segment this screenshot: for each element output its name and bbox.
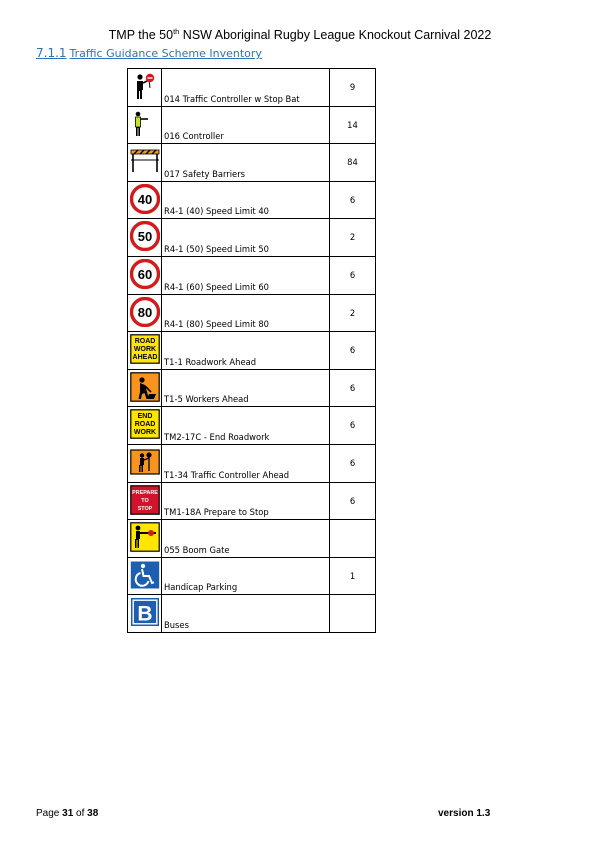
table-row: [128, 69, 376, 107]
description-cell: [162, 69, 330, 107]
page-total: 38: [87, 808, 99, 819]
item-label: TM1-18A Prepare to Stop: [164, 507, 269, 518]
sign-text: B: [137, 602, 153, 626]
page-number: [36, 808, 98, 819]
icon-cell: [128, 557, 162, 595]
description-cell: [162, 332, 330, 370]
title-pre: TMP the 50: [108, 28, 174, 42]
sign-text: 60: [137, 266, 153, 282]
section-number: 7.1.1: [36, 46, 67, 60]
traffic-controller-ahead-sign-icon: [130, 447, 160, 477]
table-row: [128, 520, 376, 558]
section-heading[interactable]: [36, 46, 262, 60]
sign-text-line: PREPARE: [132, 489, 158, 496]
icon-cell: [128, 520, 162, 558]
sign-text-line: TO: [141, 497, 149, 504]
traffic-controller-stop-bat-icon: [130, 71, 160, 101]
speed-limit-40-icon: [130, 184, 160, 214]
description-cell: [162, 219, 330, 257]
speed-limit-50-icon: [130, 221, 160, 251]
boom-gate-icon: [130, 522, 160, 552]
quantity-cell: 2: [330, 294, 376, 332]
sign-text: 40: [137, 191, 153, 207]
item-label: R4-1 (80) Speed Limit 80: [164, 319, 270, 330]
title-post: NSW Aboriginal Rugby League Knockout Carnival 2022: [179, 28, 492, 42]
page-word: Page: [36, 808, 60, 819]
quantity-cell: 9: [330, 69, 376, 107]
sign-text-line: STOP: [137, 505, 153, 512]
roadwork-ahead-sign-icon: [130, 334, 160, 364]
speed-limit-60-icon: [130, 259, 160, 289]
table-row: [128, 144, 376, 182]
quantity-cell: 1: [330, 557, 376, 595]
item-label: T1-5 Workers Ahead: [164, 394, 249, 405]
description-cell: [162, 144, 330, 182]
sign-text-line: AHEAD: [132, 354, 158, 362]
description-cell: [162, 595, 330, 633]
quantity-cell: [330, 520, 376, 558]
item-label: R4-1 (50) Speed Limit 50: [164, 243, 270, 254]
item-label: T1-34 Traffic Controller Ahead: [164, 469, 290, 480]
version-label: version 1.3: [438, 808, 491, 819]
table-row: [128, 369, 376, 407]
quantity-cell: 6: [330, 332, 376, 370]
quantity-cell: 14: [330, 106, 376, 144]
icon-cell: [128, 482, 162, 520]
sign-text-line: WORK: [133, 346, 157, 354]
quantity-cell: 6: [330, 407, 376, 445]
prepare-to-stop-sign-icon: [130, 485, 160, 515]
item-label: 016 Controller: [164, 131, 224, 142]
description-cell: [162, 482, 330, 520]
table-row: [128, 482, 376, 520]
description-cell: [162, 294, 330, 332]
icon-cell: [128, 144, 162, 182]
sign-text-line: ROAD: [134, 338, 156, 346]
icon-cell: [128, 332, 162, 370]
item-label: 014 Traffic Controller w Stop Bat: [164, 93, 300, 104]
icon-cell: [128, 595, 162, 633]
sign-text: 50: [137, 229, 153, 245]
sign-text-line: WORK: [133, 429, 157, 437]
icon-cell: [128, 294, 162, 332]
page-current: 31: [62, 808, 74, 819]
title-superscript: th: [173, 27, 180, 36]
table-row: [128, 407, 376, 445]
table-row: [128, 444, 376, 482]
item-label: 017 Safety Barriers: [164, 168, 246, 179]
description-cell: [162, 444, 330, 482]
description-cell: [162, 369, 330, 407]
description-cell: [162, 256, 330, 294]
section-title: Traffic Guidance Scheme Inventory: [69, 47, 262, 60]
quantity-cell: 6: [330, 444, 376, 482]
description-cell: [162, 407, 330, 445]
item-label: Handicap Parking: [164, 582, 238, 593]
document-title: [0, 27, 600, 42]
item-label: T1-1 Roadwork Ahead: [164, 356, 257, 367]
quantity-cell: [330, 595, 376, 633]
item-label: TM2-17C - End Roadwork: [164, 431, 270, 442]
description-cell: [162, 520, 330, 558]
quantity-cell: 84: [330, 144, 376, 182]
quantity-cell: 6: [330, 256, 376, 294]
icon-cell: [128, 69, 162, 107]
quantity-cell: 6: [330, 369, 376, 407]
table-row: [128, 219, 376, 257]
item-label: Buses: [164, 619, 189, 630]
table-row: [128, 256, 376, 294]
icon-cell: [128, 407, 162, 445]
table-row: [128, 332, 376, 370]
table-row: [128, 294, 376, 332]
workers-ahead-sign-icon: [130, 372, 160, 402]
description-cell: [162, 181, 330, 219]
of-word: of: [76, 808, 85, 819]
icon-cell: [128, 256, 162, 294]
quantity-cell: 6: [330, 482, 376, 520]
description-cell: [162, 106, 330, 144]
sign-text-line: END: [137, 413, 153, 421]
icon-cell: [128, 181, 162, 219]
icon-cell: [128, 106, 162, 144]
table-row: [128, 557, 376, 595]
item-label: 055 Boom Gate: [164, 544, 230, 555]
item-label: R4-1 (40) Speed Limit 40: [164, 206, 270, 217]
speed-limit-80-icon: [130, 297, 160, 327]
description-cell: [162, 557, 330, 595]
icon-cell: [128, 444, 162, 482]
controller-icon: [130, 109, 160, 139]
inventory-table: [127, 68, 376, 633]
table-row: [128, 595, 376, 633]
bus-sign-icon: [130, 597, 160, 627]
sign-text: 80: [137, 304, 153, 320]
end-roadwork-sign-icon: [130, 409, 160, 439]
icon-cell: [128, 219, 162, 257]
sign-text-line: ROAD: [134, 421, 156, 429]
safety-barrier-icon: [130, 146, 160, 176]
quantity-cell: 6: [330, 181, 376, 219]
item-label: R4-1 (60) Speed Limit 60: [164, 281, 270, 292]
table-row: [128, 106, 376, 144]
icon-cell: [128, 369, 162, 407]
handicap-parking-icon: [130, 560, 160, 590]
table-row: [128, 181, 376, 219]
quantity-cell: 2: [330, 219, 376, 257]
